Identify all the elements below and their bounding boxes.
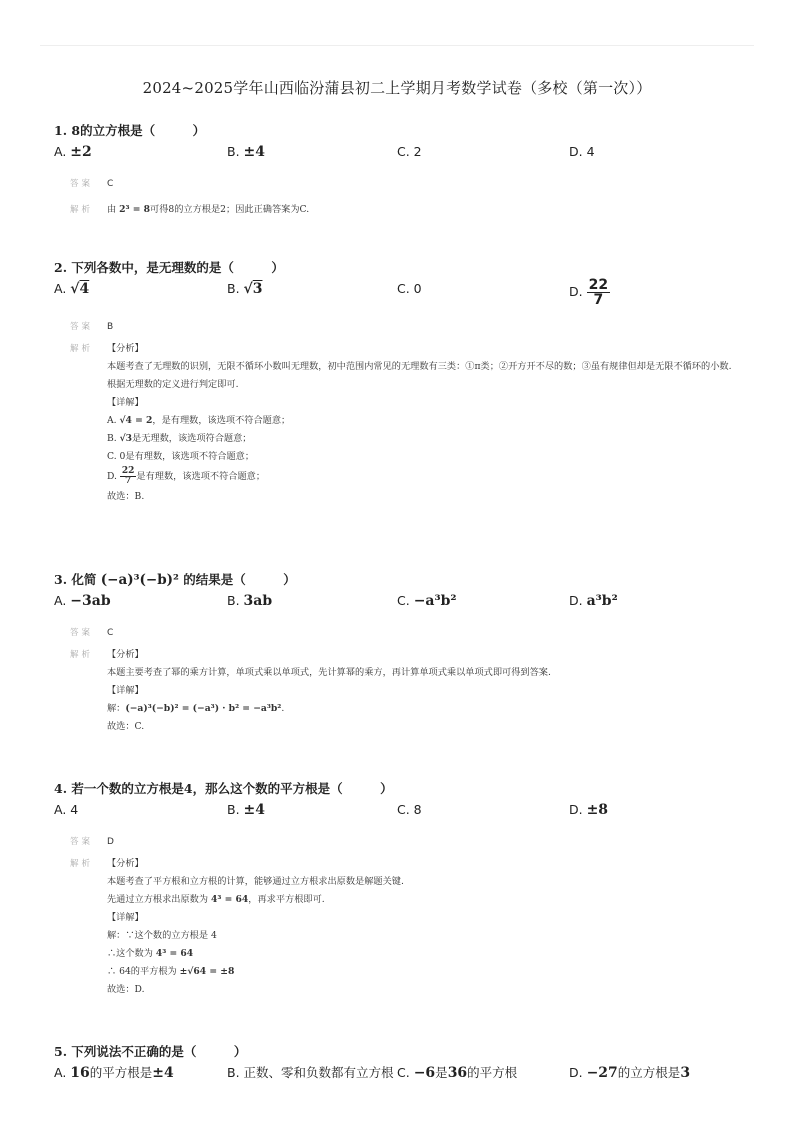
question-3 [54, 570, 754, 736]
options [54, 799, 754, 823]
answer-label: 答案 [70, 837, 94, 847]
option-a[interactable]: A. 16的平方根是±4 [54, 1065, 174, 1081]
option-d[interactable]: D. a³b² [569, 593, 618, 609]
option-d[interactable]: D. −27的立方根是3 [569, 1065, 691, 1081]
option-b[interactable]: B. 3ab [227, 593, 273, 609]
answer-value: C [107, 179, 114, 189]
option-a[interactable]: A. 4 [54, 802, 79, 817]
option-b[interactable]: B. √3 [227, 281, 263, 297]
analysis-label: 解析 [70, 859, 94, 869]
option-d[interactable]: D. 4 [569, 144, 595, 159]
answer-row [54, 833, 754, 851]
question-stem: 5. 下列说法不正确的是（ ） [54, 1044, 247, 1059]
option-b[interactable]: B. ±4 [227, 144, 266, 160]
fraction: $\frac{22}{7}$ [588, 277, 609, 308]
option-d[interactable]: D. ±8 [569, 802, 609, 818]
option-c[interactable]: C. 8 [397, 802, 422, 817]
analysis-label: 解析 [70, 650, 94, 660]
analysis-label: 解析 [70, 205, 94, 215]
header-divider [40, 45, 754, 46]
question-5 [54, 1042, 754, 1086]
option-a[interactable]: A. −3ab [54, 593, 111, 609]
option-b[interactable]: B. 正数、零和负数都有立方根 [227, 1065, 394, 1080]
answer-value: C [107, 628, 114, 638]
math-expression: 2³ = 8 [119, 204, 151, 215]
question-4 [54, 779, 754, 999]
options [54, 141, 754, 165]
question-stem: 3. 化简 (−a)³(−b)² 的结果是（ ） [54, 572, 296, 588]
question-stem: 2. 下列各数中，是无理数的是（ ） [54, 260, 284, 275]
option-c[interactable]: C. −6是36的平方根 [397, 1065, 518, 1081]
analysis-row: 解析 由 2³ = 8可得8的立方根是2；因此正确答案为C. [54, 201, 754, 219]
answer-row [54, 318, 754, 336]
page-title: 2024~2025学年山西临汾蒲县初二上学期月考数学试卷（多校（第一次）） [142, 79, 652, 97]
question-2 [54, 258, 754, 506]
analysis-row: 解析 【分析】 本题考查了无理数的识别，无限不循环小数叫无理数，初中范围内常见的无理数有三类：①π类；②开方开不尽的数；③虽有规律但却是无限不循环的小数. 根据无理数的定义进行判定即可. 【详解】 A. √4 = 2，是有理数，该选项不符合题意； B. √3是无理数，该选项符合题意； C. 0是有理数，该选项不符合题意； D. $\frac{22}{7}$ 是有理数，该选项不符合题意； 故选：B. [54, 340, 754, 506]
option-b[interactable]: B. ±4 [227, 802, 266, 818]
options [54, 278, 754, 312]
option-c[interactable]: C. −a³b² [397, 593, 457, 609]
option-a[interactable]: A. ±2 [54, 144, 92, 160]
analysis-row: 解析 【分析】 本题主要考查了幂的乘方计算，单项式乘以单项式，先计算幂的乘方，再计算单项式乘以单项式即可得到答案. 【详解】 解：(−a)³(−b)² = (−a³) · b² = −a³b². 故选：C. [54, 646, 754, 736]
answer-value: B [107, 322, 114, 332]
options [54, 590, 754, 614]
answer-row [54, 624, 754, 642]
answer-row [54, 175, 754, 193]
question-stem: 1. 8的立方根是（ ） [54, 123, 206, 138]
answer-label: 答案 [70, 179, 94, 189]
question-stem: 4. 若一个数的立方根是4，那么这个数的平方根是（ ） [54, 781, 393, 796]
option-a[interactable]: A. √4 [54, 281, 90, 297]
options [54, 1062, 754, 1086]
answer-label: 答案 [70, 322, 94, 332]
option-c[interactable]: C. 2 [397, 144, 422, 159]
question-1 [54, 121, 754, 219]
answer-value: D [107, 837, 114, 847]
analysis-label: 解析 [70, 344, 94, 354]
option-d[interactable]: D. $\frac{22}{7}$ [569, 277, 609, 308]
analysis-row: 解析 【分析】 本题考查了平方根和立方根的计算，能够通过立方根求出原数是解题关键. 先通过立方根求出原数为 4³ = 64，再求平方根即可. 【详解】 解：∵这个数的立方根是 4 ∴这个数为 4³ = 64 ∴ 64的平方根为 ±√64 = ±8 故选：D. [54, 855, 754, 999]
answer-label: 答案 [70, 628, 94, 638]
option-c[interactable]: C. 0 [397, 281, 422, 296]
